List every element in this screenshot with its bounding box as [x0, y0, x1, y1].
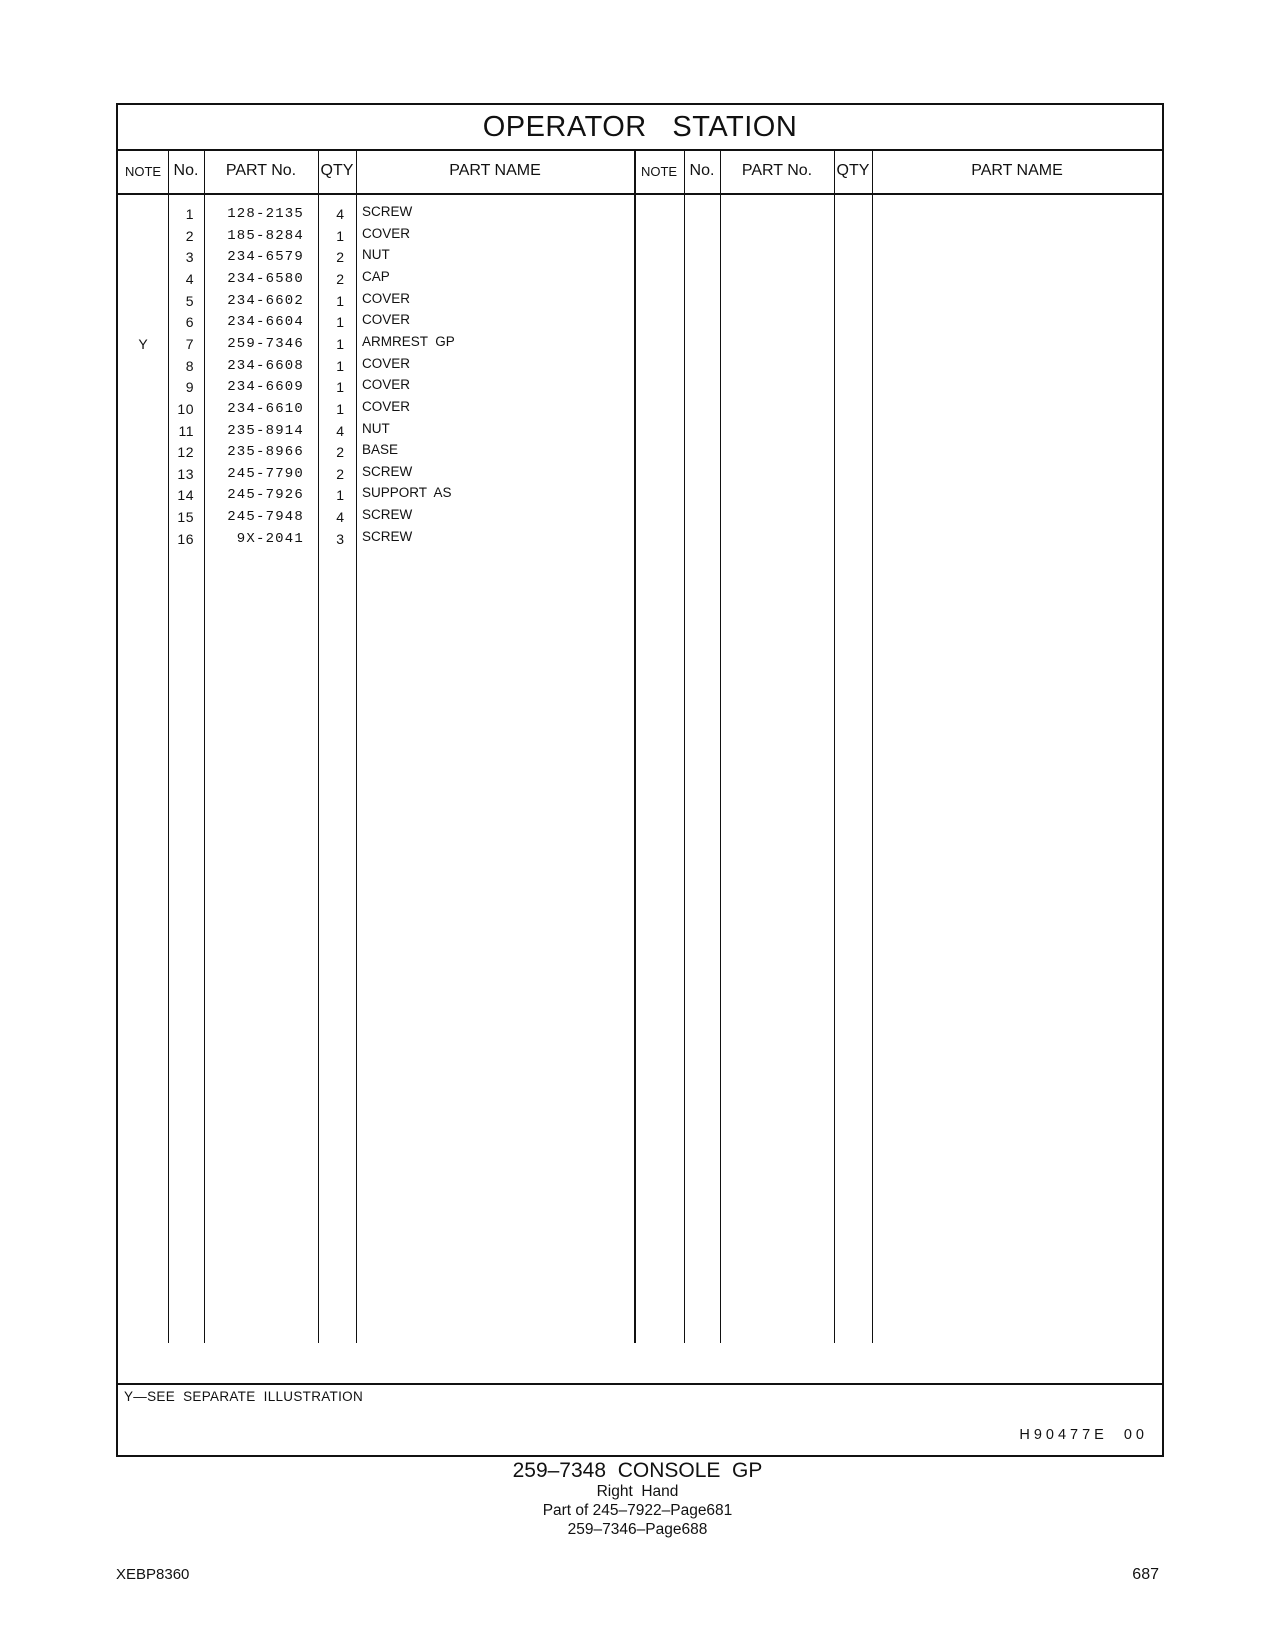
quantity-cell: 1: [336, 292, 344, 309]
quantity-cell: 1: [336, 335, 344, 352]
quantity-cell: 3: [336, 530, 344, 547]
column-divider: [872, 149, 873, 1343]
table-row: [118, 356, 634, 378]
table-row: [118, 204, 634, 226]
part-number-cell: 259-7346: [227, 335, 304, 352]
part-name-cell: NUT: [362, 420, 390, 436]
header-part-no-right: PART No.: [741, 162, 813, 179]
parts-table-frame: [116, 103, 1164, 1457]
quantity-cell: 4: [336, 206, 344, 222]
quantity-cell: 1: [336, 379, 344, 396]
quantity-cell: 1: [336, 400, 344, 417]
header-qty-left: QTY: [320, 162, 354, 179]
quantity-cell: 4: [336, 509, 344, 526]
part-number-cell: 234-6610: [227, 400, 304, 417]
column-divider: [684, 149, 685, 1343]
table-row: [118, 399, 634, 421]
item-number-cell: 15: [177, 509, 194, 526]
part-name-cell: CAP: [362, 268, 390, 284]
quantity-cell: 1: [336, 487, 344, 504]
part-name-cell: SUPPORT AS: [362, 485, 452, 501]
item-number-cell: 10: [177, 400, 194, 417]
table-row: [118, 464, 634, 486]
part-number-cell: 185-8284: [227, 227, 304, 244]
header-part-name-left: PART NAME: [449, 162, 541, 179]
item-number-cell: 7: [185, 335, 194, 352]
item-number-cell: 3: [185, 249, 194, 266]
table-row: [118, 529, 634, 551]
note-cell: Y: [138, 335, 148, 352]
assembly-title: 259–7348 CONSOLE GP: [512, 1459, 763, 1482]
table-row: [118, 507, 634, 529]
table-row: [118, 312, 634, 334]
header-part-no-left: PART No.: [225, 162, 297, 179]
assembly-subtitle: Right Hand: [596, 1483, 679, 1500]
part-name-cell: COVER: [362, 398, 411, 414]
item-number-cell: 9: [185, 379, 194, 396]
quantity-cell: 1: [336, 227, 344, 244]
quantity-cell: 1: [336, 314, 344, 331]
table-title: OPERATOR STATION: [118, 105, 1162, 151]
part-number-cell: 235-8914: [227, 422, 304, 439]
page-number: 687: [1132, 1566, 1159, 1583]
item-number-cell: 6: [185, 314, 194, 331]
item-number-cell: 14: [177, 487, 194, 504]
part-name-cell: COVER: [362, 355, 411, 371]
quantity-cell: 1: [336, 357, 344, 374]
part-number-cell: 245-7926: [227, 487, 304, 504]
item-number-cell: 8: [185, 357, 194, 374]
item-number-cell: 4: [185, 270, 194, 287]
assembly-reference-2: 259–7346–Page688: [567, 1521, 708, 1538]
part-name-cell: SCREW: [362, 528, 413, 544]
assembly-reference-1: Part of 245–7922–Page681: [542, 1502, 733, 1519]
header-no-left: No.: [173, 162, 199, 179]
quantity-cell: 2: [336, 249, 344, 266]
table-row: [118, 334, 634, 356]
part-name-cell: SCREW: [362, 507, 413, 523]
quantity-cell: 4: [336, 422, 344, 439]
item-number-cell: 11: [178, 422, 194, 439]
publication-number: XEBP8360: [116, 1566, 190, 1583]
quantity-cell: 2: [336, 465, 344, 482]
column-divider: [720, 149, 721, 1343]
header-note-left: NOTE: [124, 163, 162, 179]
part-name-cell: COVER: [362, 225, 411, 241]
item-number-cell: 16: [177, 530, 194, 547]
header-qty-right: QTY: [836, 162, 870, 179]
quantity-cell: 2: [336, 270, 344, 287]
table-row: [118, 291, 634, 313]
item-number-cell: 1: [185, 206, 194, 222]
part-name-cell: COVER: [362, 290, 411, 306]
table-row: [118, 485, 634, 507]
item-number-cell: 13: [177, 465, 194, 482]
part-number-cell: 245-7948: [227, 509, 304, 526]
part-name-cell: COVER: [362, 377, 411, 393]
part-number-cell: 245-7790: [227, 465, 304, 482]
center-divider: [634, 149, 636, 1343]
part-number-cell: 234-6604: [227, 314, 304, 331]
header-no-right: No.: [689, 162, 715, 179]
column-divider: [834, 149, 835, 1343]
part-number-cell: 128-2135: [227, 206, 304, 222]
part-number-cell: 9X-2041: [236, 530, 304, 547]
item-number-cell: 12: [177, 444, 194, 461]
part-number-cell: 234-6580: [227, 270, 304, 287]
part-number-cell: 234-6602: [227, 292, 304, 309]
table-row: [118, 269, 634, 291]
column-header-row: [118, 149, 1162, 195]
part-number-cell: 234-6608: [227, 357, 304, 374]
quantity-cell: 2: [336, 444, 344, 461]
drawing-code: H90477E 00: [1019, 1427, 1148, 1443]
part-name-cell: ARMREST GP: [362, 333, 455, 349]
item-number-cell: 5: [185, 292, 194, 309]
part-name-cell: SCREW: [362, 204, 413, 219]
part-number-cell: 234-6609: [227, 379, 304, 396]
item-number-cell: 2: [185, 227, 194, 244]
table-row: [118, 226, 634, 248]
table-row: [118, 247, 634, 269]
table-row: [118, 377, 634, 399]
part-number-cell: 235-8966: [227, 444, 304, 461]
part-name-cell: BASE: [362, 442, 399, 458]
footer-divider: [118, 1383, 1162, 1385]
table-row: [118, 421, 634, 443]
part-number-cell: 234-6579: [227, 249, 304, 266]
part-name-cell: SCREW: [362, 463, 413, 479]
header-note-right: NOTE: [640, 163, 678, 179]
table-row: [118, 442, 634, 464]
footnote: Y—SEE SEPARATE ILLUSTRATION: [124, 1389, 364, 1404]
part-name-cell: COVER: [362, 312, 411, 328]
header-part-name-right: PART NAME: [971, 162, 1063, 179]
part-name-cell: NUT: [362, 247, 390, 263]
